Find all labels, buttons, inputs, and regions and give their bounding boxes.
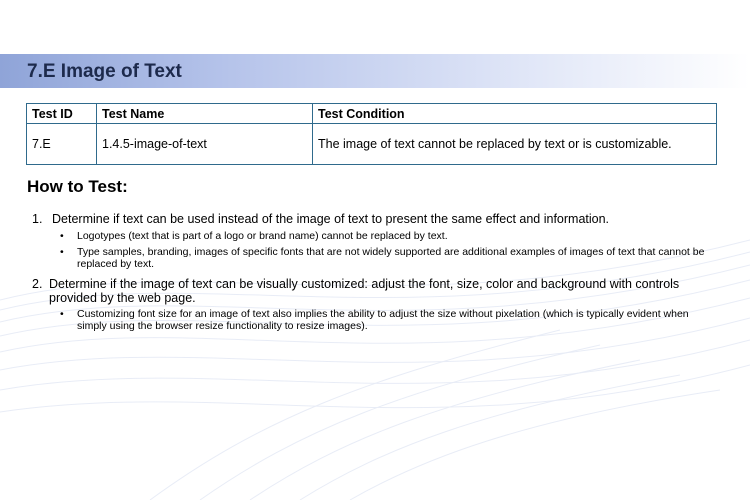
step-text: Determine if text can be used instead of the image of text to present the same effect and information. xyxy=(52,212,610,226)
test-info-table xyxy=(26,103,717,165)
slide-title: 7.E Image of Text xyxy=(27,61,182,82)
bullet-icon: • xyxy=(60,230,64,242)
header-test-name: Test Name xyxy=(97,104,313,124)
step-text: Determine if the image of text can be visually customized: adjust the font, size, color and background with controls provided by the web page. xyxy=(49,277,680,305)
table-row xyxy=(27,124,717,165)
header-test-id: Test ID xyxy=(27,104,97,124)
step-number: 2. xyxy=(32,277,43,291)
bullet-text: Logotypes (text that is part of a logo or brand name) cannot be replaced by text. xyxy=(77,230,448,242)
cell-test-condition: The image of text cannot be replaced by text or is customizable. xyxy=(313,124,717,165)
bullet-text: Type samples, branding, images of specific fonts that are not widely supported are additional examples of images of text that cannot be replaced by text. xyxy=(77,246,705,270)
step-1 xyxy=(32,212,722,226)
bullet-text: Customizing font size for an image of text also implies the ability to adjust the size without pixelation (which is typically evident when simply using the browser resize functionality to resize images). xyxy=(77,308,689,332)
table-header-row xyxy=(27,104,717,124)
step-2 xyxy=(32,277,722,305)
cell-test-id: 7.E xyxy=(27,124,97,165)
bullet-icon: • xyxy=(60,246,64,258)
step-2-bullet-1 xyxy=(60,308,720,332)
step-number: 1. xyxy=(32,212,43,226)
bullet-icon: • xyxy=(60,308,64,320)
header-test-condition: Test Condition xyxy=(313,104,717,124)
cell-test-name: 1.4.5-image-of-text xyxy=(97,124,313,165)
step-1-bullet-1 xyxy=(60,230,720,242)
how-to-test-heading: How to Test: xyxy=(27,177,128,196)
step-1-bullet-2 xyxy=(60,246,720,270)
